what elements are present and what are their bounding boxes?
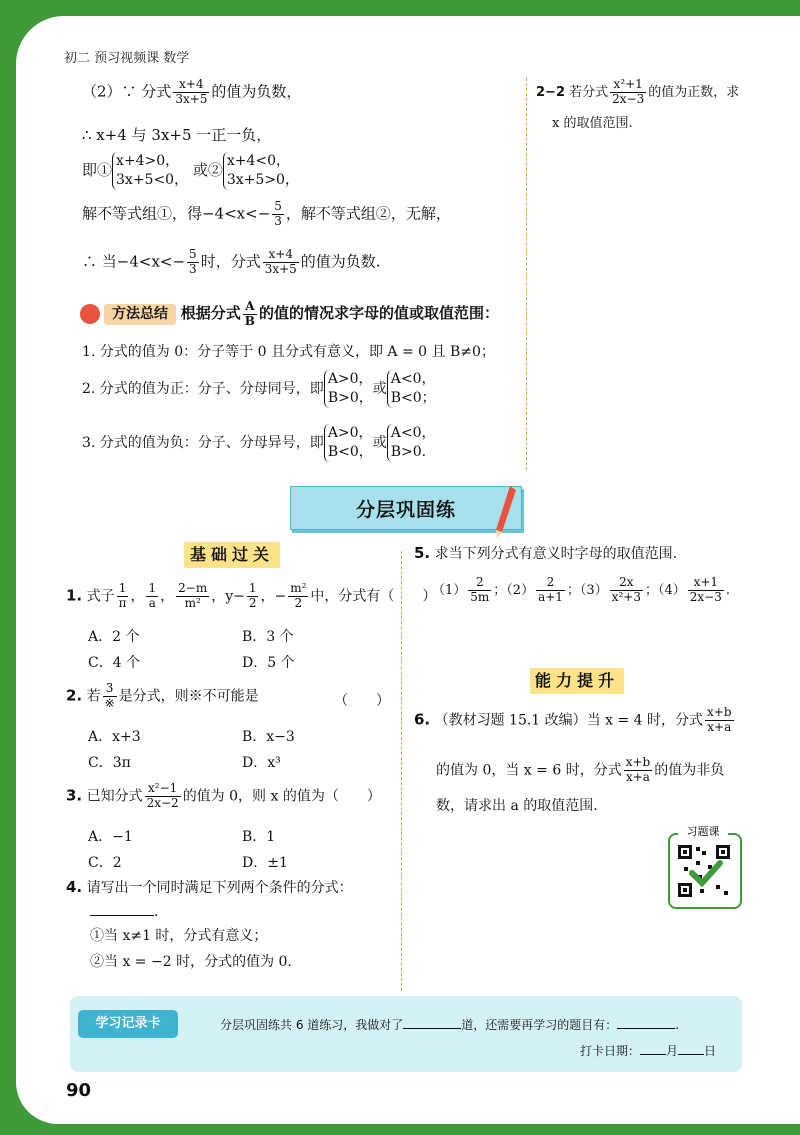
fraction xyxy=(146,582,158,611)
text: 或 xyxy=(372,380,387,397)
numerator: x+4 xyxy=(173,78,209,93)
fraction xyxy=(145,782,181,811)
fraction xyxy=(187,248,199,277)
fraction xyxy=(688,576,724,605)
q4-condition-1: ①当 x≠1 时，分式有意义； xyxy=(90,928,268,944)
question-number: 1. xyxy=(66,586,83,605)
ability-tag: 能力提升 xyxy=(530,668,624,694)
question-number: 3. xyxy=(66,786,83,805)
inequality-system-2 xyxy=(223,152,299,190)
pencil-icon xyxy=(496,486,516,538)
text: 根据分式 xyxy=(180,304,241,323)
denominator: m² xyxy=(184,595,201,610)
numerator: A xyxy=(243,300,257,315)
text: （教材习题 15.1 改编）当 x = 4 时，分式 xyxy=(434,712,703,729)
condition: B<0； xyxy=(390,389,436,406)
question-number: 2. xyxy=(66,686,83,705)
q3-option-d[interactable]: D．±1 xyxy=(242,855,288,871)
fraction xyxy=(176,582,209,611)
text: ，y− xyxy=(211,588,245,605)
condition: A>0， xyxy=(327,371,373,387)
numerator: 5 xyxy=(189,247,197,261)
fraction xyxy=(624,756,653,785)
denominator: B xyxy=(244,313,255,328)
condition: A<0， xyxy=(390,425,436,441)
condition-system xyxy=(324,370,373,408)
review-items-blank[interactable] xyxy=(617,1028,675,1029)
summary-tag: 方法总结 xyxy=(104,304,176,325)
column-divider xyxy=(401,551,402,991)
page xyxy=(16,16,800,1124)
text: 若分式 xyxy=(569,84,609,100)
q2-option-c[interactable]: C．3π xyxy=(88,755,131,771)
pen-icon xyxy=(80,304,100,324)
example-line-1 xyxy=(82,78,301,107)
question-3 xyxy=(66,782,381,811)
side-exercise-line-2: x 的取值范围. xyxy=(552,116,633,131)
text: ，− xyxy=(260,588,287,605)
text: 打卡日期： xyxy=(580,1044,641,1058)
text: 2. 分式的值为正：分子、分母同号，即 xyxy=(82,380,324,397)
denominator: π xyxy=(118,595,127,610)
example-line-4 xyxy=(82,200,451,229)
condition-system xyxy=(324,424,373,462)
inequality: 3x+5<0， xyxy=(116,171,189,188)
denominator: 5m xyxy=(470,589,490,604)
text: 的值为负数， xyxy=(211,82,302,101)
column-divider xyxy=(526,78,527,470)
question-6 xyxy=(414,706,736,735)
example-line-5 xyxy=(82,248,381,277)
text: ∴ 当−4<x<− xyxy=(82,252,186,271)
text: 中，分式有（ ） xyxy=(310,588,437,605)
numerator: x+b xyxy=(707,705,732,719)
text: 请写出一个同时满足下列两个条件的分式： xyxy=(86,880,353,896)
section-banner xyxy=(290,486,522,530)
q1-option-d[interactable]: D．5 个 xyxy=(242,655,295,671)
fraction xyxy=(243,300,257,329)
correct-count-blank[interactable] xyxy=(403,1028,461,1029)
denominator: x+a xyxy=(707,719,732,734)
text: 的值为 0，则 x 的值为（ ） xyxy=(182,788,381,805)
condition: B>0， xyxy=(327,389,373,406)
condition: B<0， xyxy=(327,443,373,460)
text: 式子 xyxy=(86,588,115,605)
question-number: 6. xyxy=(414,710,431,729)
denominator: 2x−2 xyxy=(146,795,179,810)
q2-option-b[interactable]: B．x−3 xyxy=(242,729,295,745)
qr-code-icon xyxy=(670,835,740,907)
q3-option-b[interactable]: B．1 xyxy=(242,829,276,845)
numerator: 2 xyxy=(468,576,491,591)
q1-option-c[interactable]: C．4 个 xyxy=(88,655,141,671)
fraction xyxy=(117,582,129,611)
fraction xyxy=(610,576,643,605)
numerator: 3 xyxy=(103,682,117,697)
example-line-2: ∴ x+4 与 3x+5 一正一负， xyxy=(82,126,272,144)
summary-title xyxy=(80,300,499,329)
example-line-3 xyxy=(82,152,299,190)
fraction xyxy=(173,78,209,107)
record-tag: 学习记录卡 xyxy=(78,1010,178,1038)
fraction xyxy=(536,576,565,605)
q1-option-b[interactable]: B．3 个 xyxy=(242,629,294,645)
condition: A>0， xyxy=(327,425,373,441)
text: （2）∵ 分式 xyxy=(82,82,172,101)
text: 求当下列分式有意义时字母的取值范围. xyxy=(434,546,678,562)
summary-rule-2 xyxy=(82,370,436,408)
text: 日 xyxy=(704,1044,717,1058)
q2-option-a[interactable]: A．x+3 xyxy=(88,729,141,745)
q6-line-3: 数，请求出 a 的取值范围. xyxy=(436,798,598,814)
q5-parts xyxy=(432,576,730,605)
answer-blank[interactable] xyxy=(90,915,154,916)
fraction xyxy=(705,706,734,735)
text: 3. 分式的值为负：分子、分母异号，即 xyxy=(82,434,324,451)
page-number: 90 xyxy=(66,1080,92,1101)
record-line-1 xyxy=(220,1016,679,1033)
text: 已知分式 xyxy=(86,788,143,805)
text: 的值为 0，当 x = 6 时，分式 xyxy=(436,762,622,779)
q2-option-d[interactable]: D．x³ xyxy=(242,755,281,771)
numerator: 2−m xyxy=(178,581,208,595)
numerator: x+b xyxy=(625,755,651,769)
inequality: 3x+5>0， xyxy=(226,171,299,188)
inequality-system-1 xyxy=(112,152,188,190)
fraction xyxy=(610,78,646,107)
condition: B>0. xyxy=(390,443,427,460)
text: 的值的情况求字母的值或取值范围： xyxy=(258,304,499,323)
fraction xyxy=(272,200,284,229)
numerator: 1 xyxy=(248,581,257,595)
denominator: 3x+5 xyxy=(264,261,297,276)
q3-option-a[interactable]: A．−1 xyxy=(88,829,133,845)
numerator: 1 xyxy=(148,581,157,595)
condition-system xyxy=(387,424,436,462)
text: 即① xyxy=(82,160,113,179)
q4-answer-line xyxy=(90,904,158,921)
text: ；（3） xyxy=(566,582,608,598)
fraction xyxy=(247,582,259,611)
denominator: x+a xyxy=(625,769,650,784)
text: . xyxy=(154,904,159,920)
inequality: x+4>0， xyxy=(116,153,180,169)
denominator: 3x+5 xyxy=(175,91,208,106)
question-1 xyxy=(66,582,436,611)
qr-code-box[interactable] xyxy=(668,833,742,909)
basics-tag: 基础过关 xyxy=(184,542,280,568)
text: 分层巩固练共 6 道练习，我做对了 xyxy=(220,1018,404,1032)
page-header: 初二 预习视频课 数学 xyxy=(64,51,190,66)
text: 若 xyxy=(86,688,101,705)
exercise-number: 2−2 xyxy=(536,84,565,100)
text: ；（4） xyxy=(644,582,686,598)
text: 解不等式组①，得−4<x<− xyxy=(82,204,271,223)
summary-rule-3 xyxy=(82,424,436,462)
denominator: 2 xyxy=(248,595,257,610)
text: . xyxy=(725,582,730,598)
side-exercise xyxy=(536,78,739,107)
text: 或 xyxy=(372,434,387,451)
text: 的值为负数. xyxy=(300,252,381,271)
numerator: x+4 xyxy=(263,248,299,263)
text: ；（2） xyxy=(493,582,535,598)
q6-line-2 xyxy=(436,756,724,785)
denominator: x²+3 xyxy=(611,589,641,604)
fraction xyxy=(288,582,308,611)
text: 月 xyxy=(666,1044,679,1058)
question-5 xyxy=(414,544,677,563)
denominator: 2x−3 xyxy=(689,589,722,604)
text: . xyxy=(675,1018,680,1032)
text: 是分式，则※不可能是 xyxy=(118,688,259,705)
qr-label: 习题课 xyxy=(678,823,728,839)
text: 的值为非负 xyxy=(654,762,725,779)
denominator: a xyxy=(148,595,156,610)
numerator: x²+1 xyxy=(610,78,646,93)
numerator: 2 xyxy=(536,576,565,591)
text: 道，还需要再学习的题目有： xyxy=(461,1018,618,1032)
question-number: 4. xyxy=(66,878,83,896)
denominator: 2 xyxy=(294,595,303,610)
question-number: 5. xyxy=(414,544,431,562)
fraction xyxy=(468,576,491,605)
denominator: a+1 xyxy=(538,589,563,604)
inequality: x+4<0， xyxy=(226,153,291,169)
numerator: m² xyxy=(290,581,307,595)
denominator: 2x−3 xyxy=(612,91,645,106)
text: 或② xyxy=(192,160,223,179)
q2-answer-paren: （ ） xyxy=(334,693,390,709)
q1-option-a[interactable]: A．2 个 xyxy=(88,629,140,645)
month-blank[interactable] xyxy=(640,1054,666,1055)
day-blank[interactable] xyxy=(678,1054,704,1055)
question-4 xyxy=(66,878,353,897)
text: ， xyxy=(160,588,175,605)
fraction xyxy=(263,248,299,277)
numerator: 5 xyxy=(274,199,282,213)
fraction xyxy=(103,682,117,711)
denominator: 3 xyxy=(189,261,197,276)
q4-condition-2: ②当 x = −2 时，分式的值为 0. xyxy=(90,954,292,970)
numerator: 2x xyxy=(610,576,643,591)
numerator: x²−1 xyxy=(145,782,181,797)
record-line-2 xyxy=(580,1042,716,1059)
summary-rule-1: 1. 分式的值为 0：分子等于 0 且分式有意义，即 A = 0 且 B≠0； xyxy=(82,344,495,360)
question-2 xyxy=(66,682,259,711)
banner-title: 分层巩固练 xyxy=(355,499,456,521)
text: ，解不等式组②，无解， xyxy=(285,204,451,223)
text: ， xyxy=(130,588,145,605)
numerator: 1 xyxy=(117,582,129,597)
text: 的值为正数，求 xyxy=(648,84,740,100)
condition: A<0， xyxy=(390,371,436,387)
numerator: x+1 xyxy=(688,576,724,591)
q3-option-c[interactable]: C．2 xyxy=(88,855,122,871)
text: 时，分式 xyxy=(200,252,261,271)
denominator: ※ xyxy=(104,695,115,710)
condition-system xyxy=(387,370,436,408)
denominator: 3 xyxy=(274,213,282,228)
text: （1） xyxy=(432,582,467,598)
